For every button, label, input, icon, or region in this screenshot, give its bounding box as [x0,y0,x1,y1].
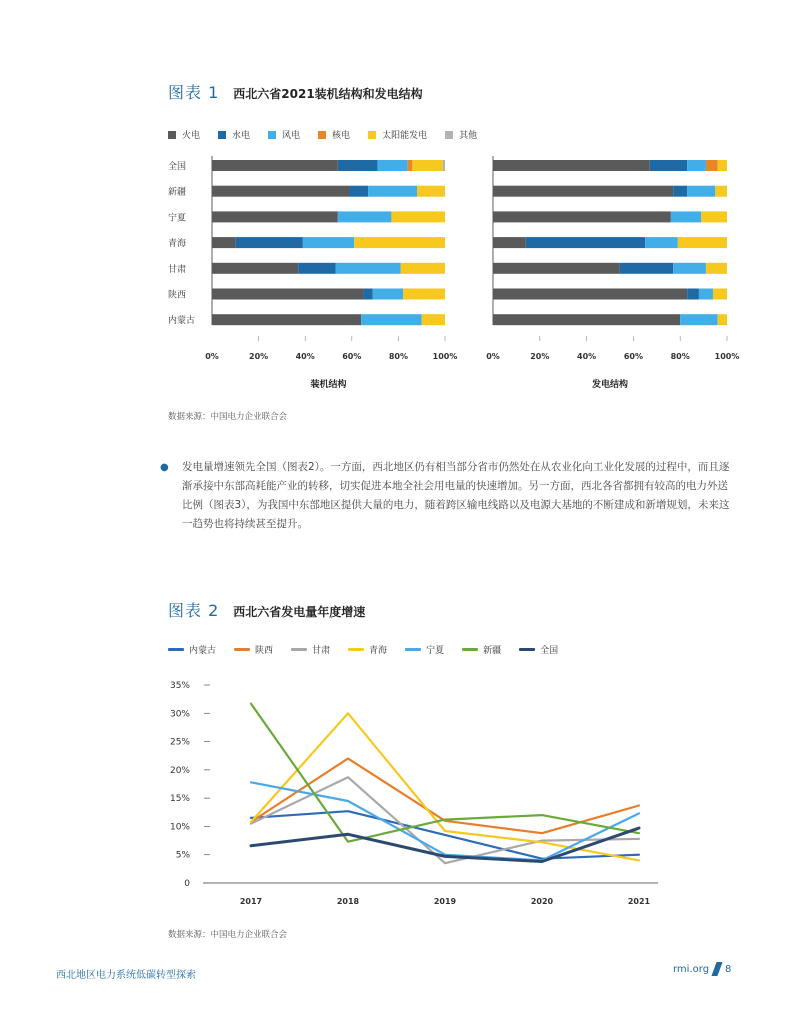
bar-segment [687,289,699,300]
x-tick-label: 40% [295,352,315,361]
legend-label: 全国 [540,646,559,656]
x-tick-label: 2021 [627,897,651,906]
bar-segment [443,160,445,171]
bar-segment [526,237,645,248]
figure1-title [168,80,423,103]
bar-segment [354,237,445,248]
footer-right [673,962,731,976]
x-tick-label: 40% [577,352,597,361]
bar-segment [212,211,338,222]
bar-segment [212,160,338,171]
bar-segment [349,186,368,197]
bar-segment [368,186,417,197]
legend-label: 其他 [459,131,478,141]
bar-segment [671,211,701,222]
y-tick-label: 25% [169,737,190,748]
bar-segment [493,289,687,300]
bar-segment [373,289,403,300]
bar-segment [715,186,727,197]
x-tick-label: 80% [670,352,690,361]
bar-segment [493,237,526,248]
y-tick-label: 10% [169,822,190,833]
legend-swatch [218,131,226,139]
series-line [251,811,639,859]
bar-segment [335,263,400,274]
y-tick-label: 15% [169,794,190,805]
footer-site-link[interactable]: rmi.org [673,963,710,975]
paragraph-text: 发电量增速领先全国（图表2）。一方面，西北地区仍有相当部分省市仍然处在从农业化向工业化发展的过程中，而且逐渐承接中东部高耗能产业的转移，切实促进本地全社会用电量的快速增加。另一方面，西北各省都拥有较高的电力外送比例（图表3），为我国中东部地区提供大量的电力，随着跨区输电线路以及电源大基地的不断建成和新增规划，未来这一趋势也将持续甚至提升。 [182,461,730,530]
legend-label: 新疆 [483,646,502,656]
y-tick-label: 30% [169,709,190,720]
y-tick-label: 5% [175,850,190,861]
bar-segment [678,237,727,248]
bar-segment [493,314,680,325]
bar-segment [493,186,673,197]
legend-item [462,643,501,656]
bar-segment [361,314,422,325]
figure2-legend [168,643,576,656]
bar-segment [673,186,687,197]
legend-swatch [318,131,326,139]
legend-item [168,643,216,656]
legend-line [462,648,478,651]
bar-segment [212,314,361,325]
legend-label: 太阳能发电 [382,131,428,141]
category-label: 陕西 [168,290,187,301]
legend-line [348,648,364,651]
bar-segment [713,289,727,300]
figure2-title [168,598,365,621]
body-paragraph [160,458,738,534]
legend-line [291,648,307,651]
legend-label: 青海 [369,646,388,656]
figure1-source: 数据来源：中国电力企业联合会 [168,412,288,422]
bar-segment [687,160,706,171]
x-tick-label: 2018 [336,897,360,906]
bar-segment [673,263,706,274]
bar-segment [645,237,678,248]
x-tick-label: 2020 [530,897,554,906]
bar-segment [718,314,727,325]
legend-item [218,128,250,141]
legend-line [168,648,184,651]
legend-item [291,643,330,656]
bar-segment [212,186,349,197]
legend-line [234,648,250,651]
x-tick-label: 0% [205,352,219,361]
category-label: 甘肃 [168,264,187,275]
bar-segment [401,263,445,274]
bullet-icon: ● [160,462,169,473]
bar-segment [493,160,650,171]
legend-label: 水电 [232,131,251,141]
legend-swatch [445,131,453,139]
x-tick-label: 2019 [433,897,457,906]
legend-item [368,128,427,141]
x-tick-label: 100% [432,352,458,361]
bar-segment [408,160,413,171]
legend-label: 甘肃 [312,646,331,656]
legend-label: 风电 [282,131,301,141]
legend-item [168,128,200,141]
legend-label: 核电 [332,131,351,141]
figure2-chart [150,672,670,912]
bar-segment [619,263,673,274]
legend-item [519,643,558,656]
figure1-charts [150,150,770,400]
legend-swatch [168,131,176,139]
legend-item [405,643,444,656]
figure2-heading: 西北六省发电量年度增速 [233,605,366,619]
bar-segment [338,211,392,222]
category-label: 青海 [168,239,187,250]
bar-segment [212,289,363,300]
bar-segment [391,211,445,222]
bar-segment [212,263,298,274]
x-axis-label: 装机结构 [310,380,347,390]
figure1-legend [168,128,495,141]
legend-line [405,648,421,651]
bar-segment [493,211,671,222]
bar-segment [650,160,687,171]
figure1-label: 图表 1 [168,83,220,102]
x-tick-label: 60% [623,352,643,361]
bar-segment [422,314,445,325]
slash-icon [711,962,722,976]
x-tick-label: 80% [388,352,408,361]
legend-swatch [368,131,376,139]
bar-segment [298,263,335,274]
legend-item [318,128,350,141]
bar-segment [699,289,713,300]
x-tick-label: 20% [249,352,269,361]
legend-item [348,643,387,656]
y-tick-label: 20% [169,765,190,776]
bar-segment [706,160,718,171]
x-tick-label: 100% [714,352,740,361]
figure2-source: 数据来源：中国电力企业联合会 [168,930,288,940]
y-tick-label: 35% [169,681,190,691]
x-tick-label: 2017 [239,897,263,906]
y-tick-label: 0 [184,879,190,889]
bar-segment [493,263,619,274]
figure2-label: 图表 2 [168,601,220,620]
legend-label: 陕西 [255,646,274,656]
category-label: 宁夏 [168,213,187,224]
bar-segment [235,237,303,248]
bar-segment [680,314,717,325]
legend-line [519,648,535,651]
legend-label: 火电 [182,131,201,141]
bar-segment [403,289,445,300]
bar-segment [701,211,727,222]
legend-item [445,128,477,141]
legend-label: 宁夏 [426,646,445,656]
category-label: 内蒙古 [168,316,196,327]
bar-segment [706,263,727,274]
x-tick-label: 0% [486,352,500,361]
bar-segment [303,237,354,248]
bar-segment [718,160,727,171]
bar-segment [212,237,235,248]
x-axis-label: 发电结构 [591,380,629,390]
legend-swatch [268,131,276,139]
footer-title: 西北地区电力系统低碳转型探索 [56,970,196,981]
figure1-heading: 西北六省2021装机结构和发电结构 [233,87,423,101]
legend-item [234,643,273,656]
legend-item [268,128,300,141]
category-label: 全国 [168,162,187,172]
category-label: 新疆 [168,187,187,198]
x-tick-label: 60% [342,352,362,361]
bar-segment [338,160,378,171]
legend-label: 内蒙古 [189,646,217,656]
bar-segment [363,289,372,300]
bar-segment [377,160,407,171]
bar-segment [687,186,715,197]
x-tick-label: 20% [530,352,550,361]
page-number: 8 [725,963,732,975]
bar-segment [412,160,442,171]
bar-segment [417,186,445,197]
